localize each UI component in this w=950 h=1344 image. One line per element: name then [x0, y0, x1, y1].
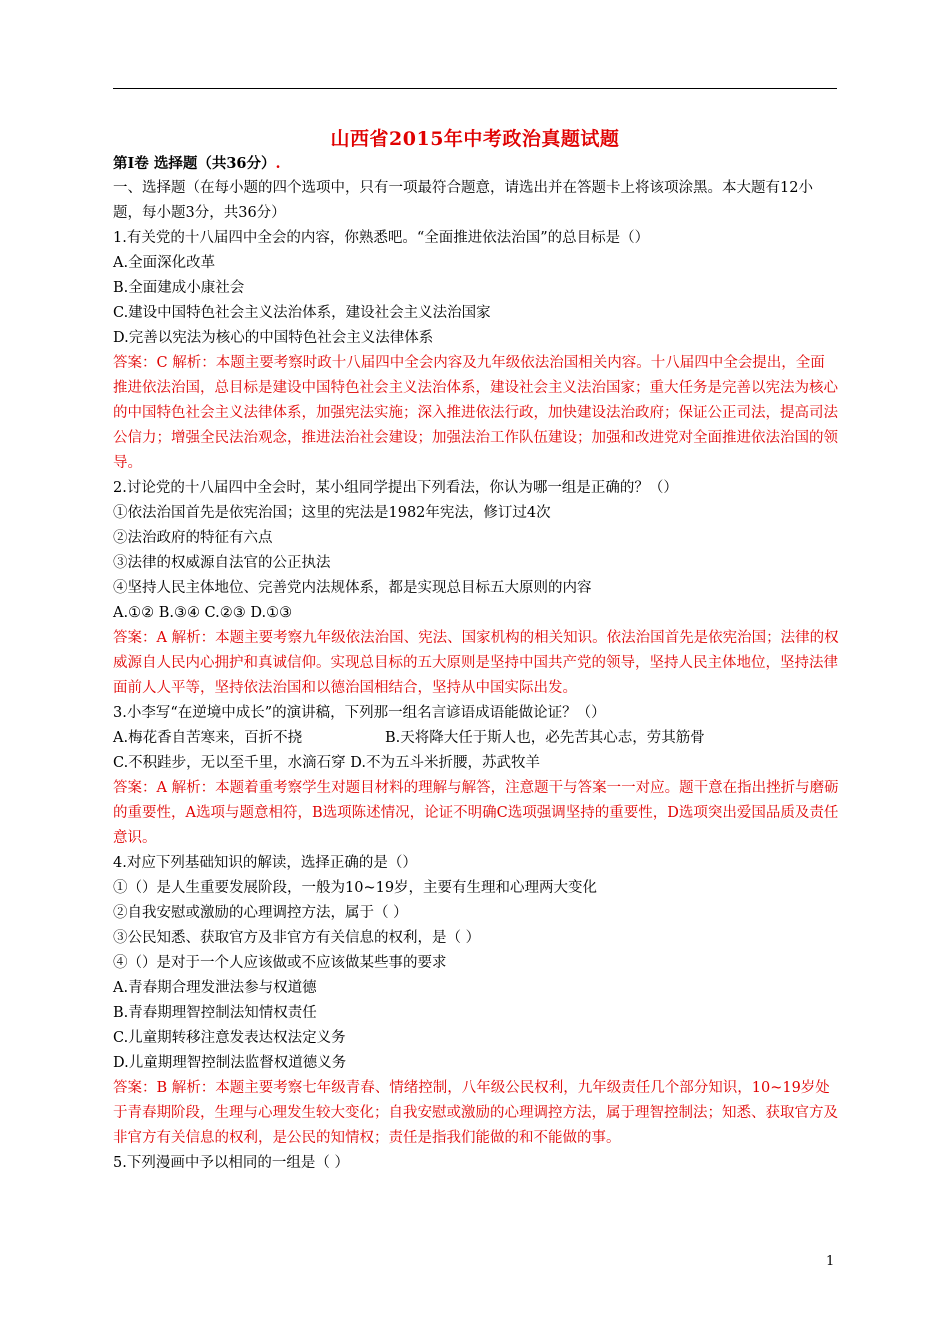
section-heading: [113, 151, 839, 176]
section-heading-text: 第Ⅰ卷 选择题（共36分）: [113, 155, 276, 172]
question-4-option-a: A.青春期合理发泄法参与权道德: [113, 980, 317, 996]
question-2-stem: 2.讨论党的十八届四中全会时，某小组同学提出下列看法，你认为哪一组是正确的？（）: [113, 480, 678, 496]
header-rule: [113, 88, 837, 89]
question-2-statement-4: ④坚持人民主体地位、完善党内法规体系，都是实现总目标五大原则的内容: [113, 580, 592, 596]
section-heading-dot: .: [275, 155, 281, 172]
question-5-stem: 5.下列漫画中予以相同的一组是（ ）: [113, 1155, 349, 1171]
question-4-statement-2: ②自我安慰或激励的心理调控方法，属于（ ）: [113, 905, 408, 921]
question-2-options: A.①② B.③④ C.②③ D.①③: [113, 605, 293, 621]
question-3-options-cd: C.不积跬步，无以至千里，水滴石穿 D.不为五斗米折腰，苏武牧羊: [113, 755, 541, 771]
question-4-stem: 4.对应下列基础知识的解读，选择正确的是（）: [113, 855, 417, 871]
question-4-option-d: D.儿童期理智控制法监督权道德义务: [113, 1055, 347, 1071]
question-4-answer: 答案：B 解析：本题主要考察七年级青春、情绪控制，八年级公民权利，九年级责任几个部分知识，10~19岁处于青春期阶段，生理与心理发生较大变化；自我安慰或激励的心理调控方法，属于理智控制法；知悉、获取官方及非官方有关信息的权利，是公民的知情权；责任是指我们能做的和不能做的事。: [113, 1080, 838, 1146]
question-4-statement-1: ①（）是人生重要发展阶段，一般为10~19岁，主要有生理和心理两大变化: [113, 880, 598, 896]
question-1-option-b: B.全面建成小康社会: [113, 280, 245, 296]
question-1-stem: 1.有关党的十八届四中全会的内容，你熟悉吧。“全面推进依法治国”的总目标是（）: [113, 230, 650, 246]
instructions: 一、选择题（在每小题的四个选项中，只有一项最符合题意，请选出并在答题卡上将该项涂黑。本大题有12小题，每小题3分，共36分）: [113, 180, 813, 221]
page-number: 1: [826, 1254, 835, 1269]
question-1-option-c: C.建设中国特色社会主义法治体系，建设社会主义法治国家: [113, 305, 491, 321]
question-2-statement-1: ①依法治国首先是依宪治国；这里的宪法是1982年宪法，修订过4次: [113, 505, 551, 521]
document-title: 山西省2015年中考政治真题试题: [330, 128, 620, 150]
question-4-statement-3: ③公民知悉、获取官方及非官方有关信息的权利，是（ ）: [113, 930, 481, 946]
question-2-answer: 答案：A 解析：本题主要考察九年级依法治国、宪法、国家机构的相关知识。依法治国首先是依宪治国；法律的权威源自人民内心拥护和真诚信仰。实现总目标的五大原则是坚持中国共产党的领导，坚持人民主体地位，坚持法律面前人人平等，坚持依法治国和以德治国相结合，坚持从中国实际出发。: [113, 630, 839, 696]
question-4-option-c: C.儿童期转移注意发表达权法定义务: [113, 1030, 346, 1046]
question-2-statement-2: ②法治政府的特征有六点: [113, 530, 273, 546]
question-4-option-b: B.青春期理智控制法知情权责任: [113, 1005, 317, 1021]
question-3-options-ab: [113, 726, 839, 751]
question-3-option-b: B.天将降大任于斯人也，必先苦其心志，劳其筋骨: [385, 730, 705, 746]
question-4-statement-4: ④（）是对于一个人应该做或不应该做某些事的要求: [113, 955, 447, 971]
question-3-stem: 3.小李写“在逆境中成长”的演讲稿，下列那一组名言谚语成语能做论证？（）: [113, 705, 606, 721]
question-1-option-a: A.全面深化改革: [113, 255, 216, 271]
question-3-option-a: A.梅花香自苦寒来，百折不挠: [113, 730, 303, 746]
document-body: [113, 151, 839, 1176]
question-3-answer: 答案：A 解析：本题着重考察学生对题目材料的理解与解答，注意题干与答案一一对应。题干意在指出挫折与磨砺的重要性，A选项与题意相符，B选项陈述情况，论证不明确C选项强调坚持的重要性，D选项突出爱国品质及责任意识。: [113, 780, 839, 846]
question-1-answer: 答案：C 解析：本题主要考察时政十八届四中全会内容及九年级依法治国相关内容。十八届四中全会提出，全面推进依法治国，总目标是建设中国特色社会主义法治体系，建设社会主义法治国家；重大任务是完善以宪法为核心的中国特色社会主义法律体系，加强宪法实施；深入推进依法行政，加快建设法治政府；保证公正司法，提高司法公信力；增强全民法治观念，推进法治社会建设；加强法治工作队伍建设；加强和改进党对全面推进依法治国的领导。: [113, 355, 838, 471]
question-1-option-d: D.完善以宪法为核心的中国特色社会主义法律体系: [113, 330, 434, 346]
question-2-statement-3: ③法律的权威源自法官的公正执法: [113, 555, 331, 571]
